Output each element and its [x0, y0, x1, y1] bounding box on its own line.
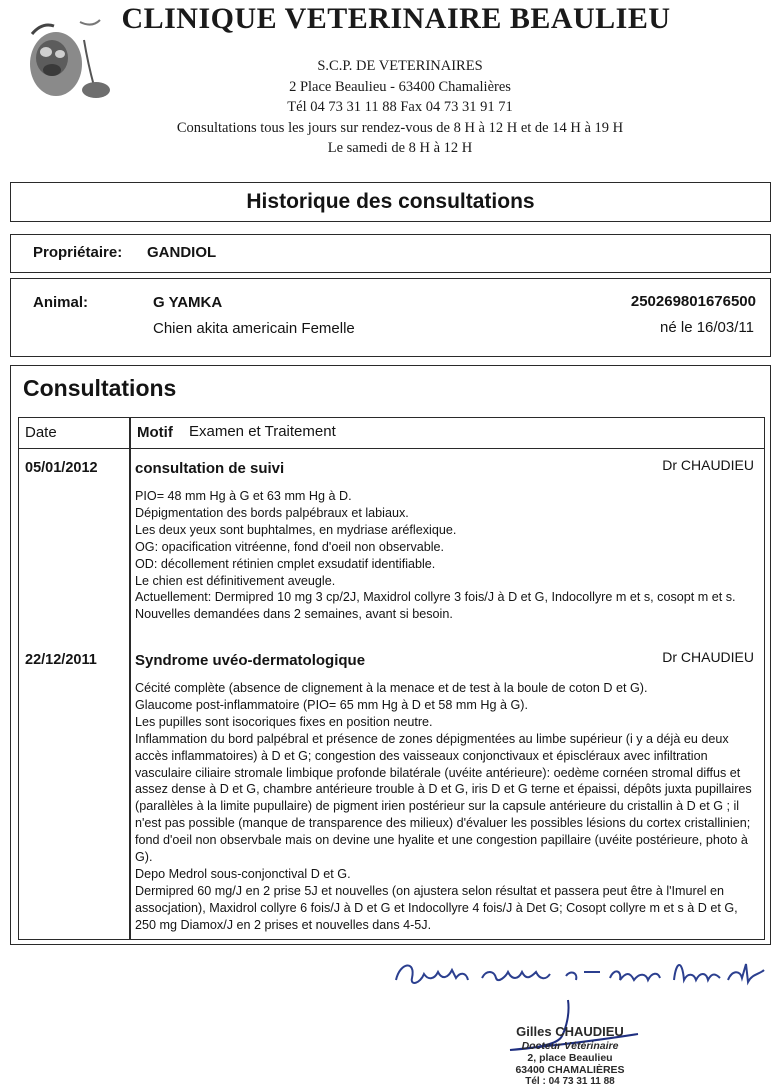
animal-id-number: 250269801676500	[630, 293, 756, 310]
column-date-header: Date	[25, 424, 57, 441]
clinic-info-line: Le samedi de 8 H à 12 H	[327, 140, 473, 156]
note-line: Les deux yeux sont buphtalmes, en mydriase aréflexique.	[135, 522, 457, 537]
note-line: Dermipred 60 mg/J en 2 prise 5J et nouvelles (on ajustera selon résultat et passera peut être à l'Imurel en assocjation), Maxidrol collyre 6 fois/J à D et G et Indocollyre 4 fois/J à Det G; Cosopt collyre m et s à D et G, 250 mg Diamox/J en 2 prises et nouvelles dans 4-5J.	[135, 883, 738, 932]
handwritten-signature	[390, 950, 778, 998]
stamp-address: 2, place Beaulieu	[527, 1052, 613, 1064]
clinic-info	[100, 56, 700, 159]
column-divider	[129, 418, 131, 448]
column-motif-header: Motif	[137, 424, 173, 441]
clinic-info-line: Consultations tous les jours sur rendez-vous de 8 H à 12 H et de 14 H à 19 H	[176, 119, 624, 136]
consultation-doctor: Dr CHAUDIEU	[662, 457, 754, 473]
document-title: Historique des consultations	[10, 182, 771, 222]
owner-box	[10, 234, 771, 273]
consultation-date: 05/01/2012	[25, 460, 98, 476]
clinic-info-line: Tél 04 73 31 11 88 Fax 04 73 31 91 71	[287, 99, 513, 115]
consultation-notes	[135, 488, 759, 623]
consultations-heading: Consultations	[23, 375, 177, 401]
consultation-notes	[135, 680, 759, 934]
note-line: Les pupilles sont isocoriques fixes en position neutre.	[135, 714, 433, 729]
stamp-doctor-name: Gilles CHAUDIEU	[516, 1024, 624, 1039]
doctor-stamp	[470, 998, 670, 1086]
clinic-info-line: S.C.P. DE VETERINAIRES	[317, 58, 483, 74]
note-line: Nouvelles demandées dans 2 semaines, avant si besoin.	[135, 607, 453, 622]
note-line: Le chien est définitivement aveugle.	[135, 573, 336, 588]
consultation-motif: Syndrome uvéo-dermatologique	[135, 652, 366, 669]
clinic-info-line: 2 Place Beaulieu - 63400 Chamalières	[289, 78, 511, 95]
animal-breed: Chien akita americain Femelle	[153, 320, 355, 337]
consultations-table	[18, 417, 765, 940]
table-header	[19, 418, 764, 449]
owner-name: GANDIOL	[147, 244, 217, 261]
consultation-date: 22/12/2011	[25, 652, 97, 668]
consultation-motif: consultation de suivi	[135, 460, 285, 477]
stamp-title: Docteur Vétérinaire	[521, 1040, 619, 1052]
column-divider	[129, 449, 131, 939]
handwritten-certification	[390, 950, 778, 998]
clinic-name: CLINIQUE VETERINAIRE BEAULIEU	[121, 2, 671, 35]
note-line: OD: décollement rétinien cmplet exsudatif identifiable.	[135, 556, 436, 571]
animal-box	[10, 278, 771, 357]
consultations-section	[10, 365, 771, 945]
animal-name: G YAMKA	[153, 294, 223, 311]
animal-label: Animal:	[33, 294, 89, 311]
note-line: Glaucome post-inflammatoire (PIO= 65 mm Hg à D et 58 mm Hg à G).	[135, 697, 528, 712]
animal-birth-date: né le 16/03/11	[660, 319, 754, 336]
note-line: Actuellement: Dermipred 10 mg 3 cp/2J, Maxidrol collyre 3 fois/J à D et G, Indocollyre m et s, cosopt m et s.	[135, 590, 736, 605]
note-line: OG: opacification vitréenne, fond d'oeil non observable.	[135, 539, 445, 554]
owner-label: Propriétaire:	[33, 244, 123, 261]
note-line: PIO= 48 mm Hg à G et 63 mm Hg à D.	[135, 489, 352, 503]
note-line: Cécité complète (absence de clignement à la menace et de test à la boule de coton D et G).	[135, 681, 648, 695]
consultation-doctor: Dr CHAUDIEU	[662, 649, 754, 665]
note-line: Dépigmentation des bords palpébraux et labiaux.	[135, 505, 409, 520]
stamp-phone: Tél : 04 73 31 11 88	[525, 1076, 615, 1087]
column-exam-header: Examen et Traitement	[189, 423, 336, 440]
stamp-city: 63400 CHAMALIÈRES	[515, 1064, 625, 1076]
note-line: Depo Medrol sous-conjonctival D et G.	[135, 866, 351, 881]
note-line: Inflammation du bord palpébral et présence de zones dépigmentées au limbe supérieur (i y a déjà eu deux accès inflammatoires) à D et G; congestion des vaisseaux conjonctivaux et épiscléraux avec infiltration vasculaire ciliaire stromale limbique profonde bilatérale (uvéite antérieure): oedème cornéen stromal diffus et assez dense à D et G, chambre antérieure trouble à D et G, iris D et G terne et épaissi, dépôts juxta pupillaires (parallèles à la limite pupullaire) de pigment irien postérieur sur la capsule antérieure du cristallin à D et G ; il n'est pas possible (manque de transparence des milieux) d'évaluer les possibles lésions du cortex cristallinien; fond d'oeil non observbale mais on devine une hyalite et une congestion papillaire (uvéite postérieure, photo à G).	[135, 731, 752, 865]
